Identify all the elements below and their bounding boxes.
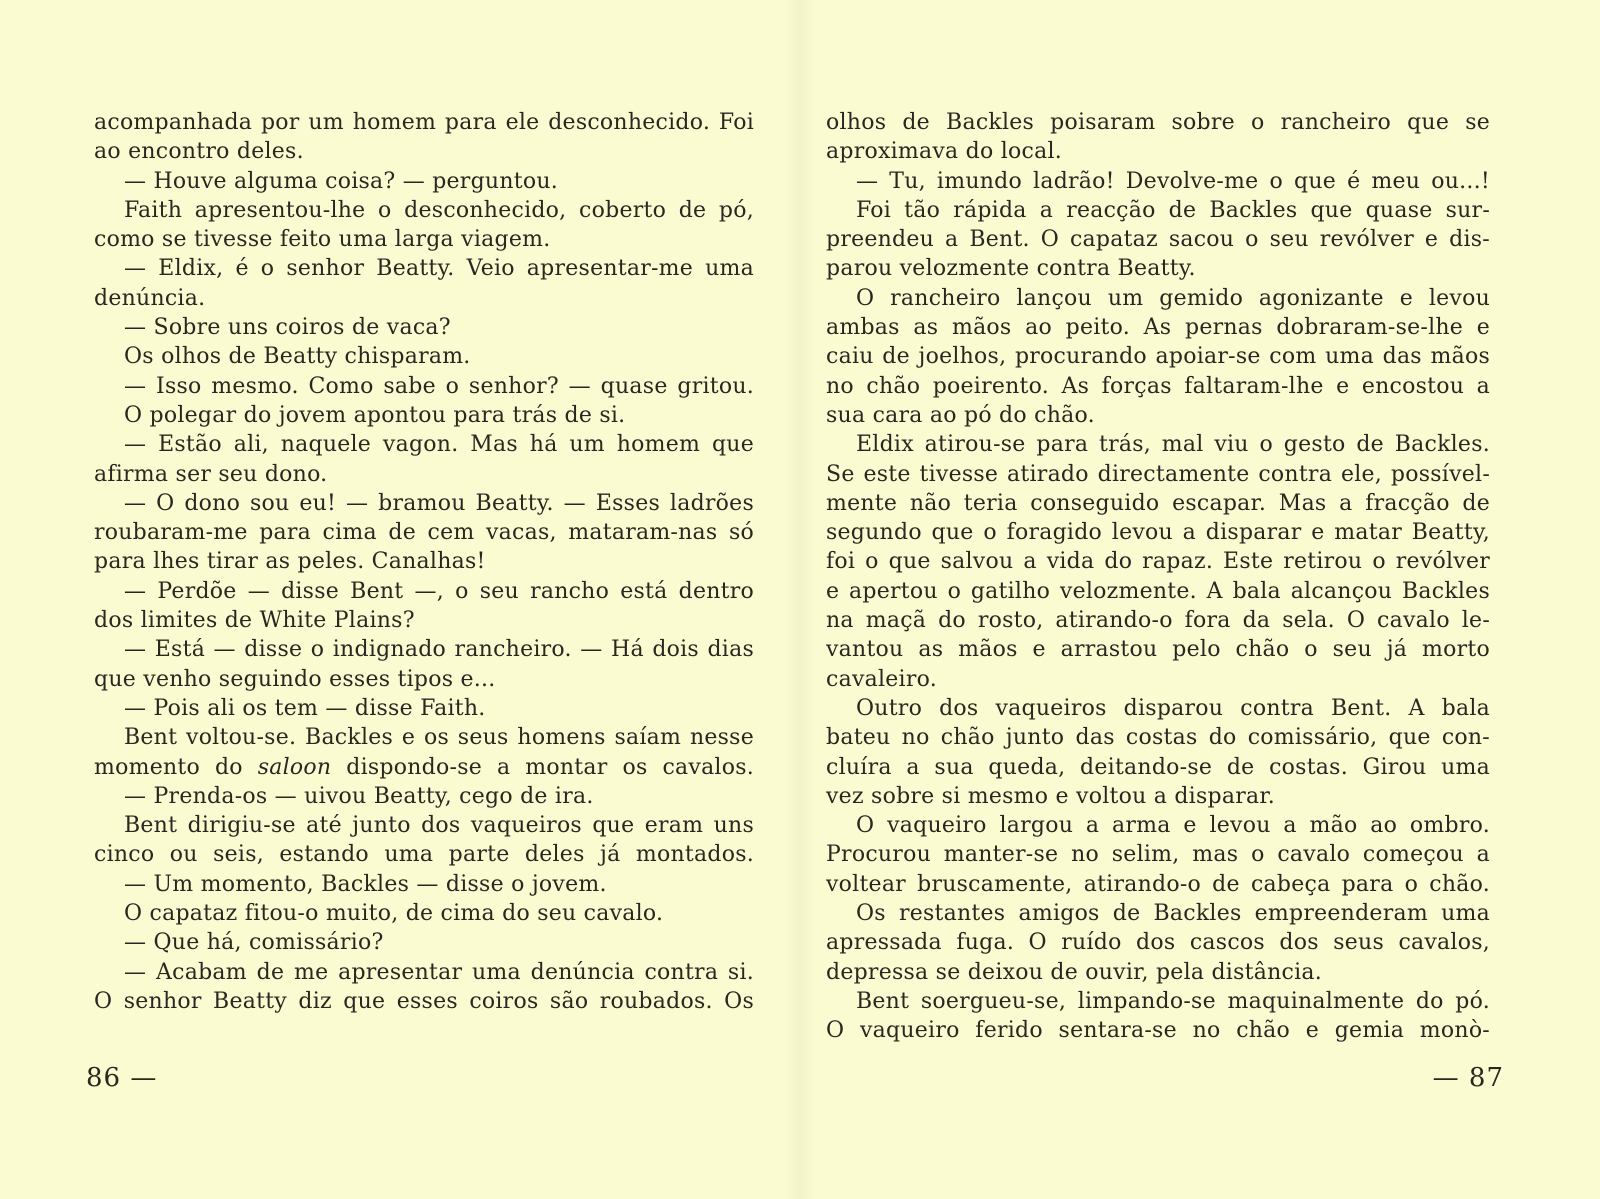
text-line: O rancheiro lançou um gemido agonizante e levou bbox=[856, 285, 1490, 311]
text-line: preendeu a Bent. O capataz sacou o seu revólver e dis- bbox=[826, 227, 1490, 253]
left-page-text bbox=[94, 108, 754, 1016]
text-line: cinco ou seis, estando uma parte deles já montados. bbox=[94, 842, 754, 868]
text-line: Os olhos de Beatty chisparam. bbox=[124, 344, 471, 370]
text-line: — Estão ali, naquele vagon. Mas há um homem que bbox=[124, 432, 754, 458]
text-line: Faith apresentou-lhe o desconhecido, coberto de pó, bbox=[124, 197, 754, 223]
text-line: momento do saloon dispondo-se a montar os cavalos. bbox=[94, 754, 754, 780]
text-line: na maçã do rosto, atirando-o fora da sela. O cavalo le- bbox=[826, 608, 1490, 634]
text-line: — Houve alguma coisa? — perguntou. bbox=[124, 168, 558, 194]
text-line: — Tu, imundo ladrão! Devolve-me o que é meu ou...! bbox=[856, 168, 1490, 194]
text-line: Bent soergueu-se, limpando-se maquinalmente do pó. bbox=[856, 988, 1490, 1014]
text-line: Foi tão rápida a reacção de Backles que quase sur- bbox=[856, 197, 1490, 223]
text-line: mente não teria conseguido escapar. Mas a fracção de bbox=[826, 490, 1490, 516]
text-line: — Está — disse o indignado rancheiro. — Há dois dias bbox=[124, 637, 754, 663]
text-line: parou velozmente contra Beatty. bbox=[826, 256, 1196, 282]
text-line: — Sobre uns coiros de vaca? bbox=[124, 315, 451, 341]
text-line: voltear bruscamente, atirando-o de cabeça para o chão. bbox=[826, 871, 1490, 897]
text-line: — Que há, comissário? bbox=[124, 930, 384, 956]
text-line: — Perdõe — disse Bent —, o seu rancho está dentro bbox=[124, 578, 754, 604]
text-line: como se tivesse feito uma larga viagem. bbox=[94, 227, 551, 253]
text-line: afirma ser seu dono. bbox=[94, 461, 328, 487]
text-line: — Eldix, é o senhor Beatty. Veio apresentar-me uma bbox=[124, 256, 754, 282]
text-line: O senhor Beatty diz que esses coiros são roubados. Os bbox=[94, 988, 754, 1014]
text-line: Se este tivesse atirado directamente contra ele, possível- bbox=[826, 461, 1490, 487]
text-line: Os restantes amigos de Backles empreenderam uma bbox=[856, 901, 1490, 927]
text-line: denúncia. bbox=[94, 285, 206, 311]
text-line: Bent voltou-se. Backles e os seus homens saíam nesse bbox=[124, 725, 754, 751]
right-page-number: — 87 bbox=[1432, 1063, 1504, 1093]
text-line: O vaqueiro ferido sentara-se no chão e gemia monò- bbox=[826, 1018, 1490, 1044]
text-line: cavaleiro. bbox=[826, 666, 937, 692]
text-line: segundo que o foragido levou a disparar e matar Beatty, bbox=[826, 520, 1490, 546]
text-line: ao encontro deles. bbox=[94, 139, 304, 165]
text-line: Eldix atirou-se para trás, mal viu o gesto de Backles. bbox=[856, 432, 1490, 458]
left-page-number: 86 — bbox=[86, 1063, 158, 1093]
text-line: caiu de joelhos, procurando apoiar-se com uma das mãos bbox=[826, 344, 1490, 370]
text-line: — Pois ali os tem — disse Faith. bbox=[124, 695, 486, 721]
text-line: Procurou manter-se no selim, mas o cavalo começou a bbox=[826, 842, 1490, 868]
text-line: no chão poeirento. As forças faltaram-lhe e encostou a bbox=[826, 373, 1490, 399]
text-line: apressada fuga. O ruído dos cascos dos seus cavalos, bbox=[826, 930, 1490, 956]
text-line: para lhes tirar as peles. Canalhas! bbox=[94, 549, 486, 575]
right-page-text bbox=[826, 108, 1490, 1046]
text-line: — Prenda-os — uivou Beatty, cego de ira. bbox=[124, 783, 594, 809]
text-line: O capataz fitou-o muito, de cima do seu cavalo. bbox=[124, 901, 664, 927]
text-line: roubaram-me para cima de cem vacas, mataram-nas só bbox=[94, 520, 754, 546]
text-line: — Acabam de me apresentar uma denúncia contra si. bbox=[124, 959, 754, 985]
text-line: O polegar do jovem apontou para trás de si. bbox=[124, 402, 626, 428]
text-line: vez sobre si mesmo e voltou a disparar. bbox=[826, 783, 1275, 809]
text-line: que venho seguindo esses tipos e... bbox=[94, 666, 496, 692]
text-line: Bent dirigiu-se até junto dos vaqueiros que eram uns bbox=[124, 813, 754, 839]
text-line: bateu no chão junto das costas do comissário, que con- bbox=[826, 725, 1490, 751]
text-line: cluíra a sua queda, deitando-se de costas. Girou uma bbox=[826, 754, 1490, 780]
right-page bbox=[800, 0, 1600, 1199]
text-line: depressa se deixou de ouvir, pela distância. bbox=[826, 959, 1322, 985]
text-line: — Isso mesmo. Como sabe o senhor? — quase gritou. bbox=[124, 373, 754, 399]
text-line: foi o que salvou a vida do rapaz. Este retirou o revólver bbox=[826, 549, 1490, 575]
text-line: Outro dos vaqueiros disparou contra Bent. A bala bbox=[856, 695, 1490, 721]
text-line: O vaqueiro largou a arma e levou a mão ao ombro. bbox=[856, 813, 1490, 839]
text-line: olhos de Backles poisaram sobre o rancheiro que se bbox=[826, 110, 1490, 135]
text-line: aproximava do local. bbox=[826, 139, 1062, 165]
text-line: — O dono sou eu! — bramou Beatty. — Esses ladrões bbox=[124, 490, 754, 516]
text-line: sua cara ao pó do chão. bbox=[826, 402, 1095, 428]
text-line: e apertou o gatilho velozmente. A bala alcançou Backles bbox=[826, 578, 1490, 604]
text-line: — Um momento, Backles — disse o jovem. bbox=[124, 871, 607, 897]
text-line: ambas as mãos ao peito. As pernas dobraram-se-lhe e bbox=[826, 315, 1490, 341]
text-line: vantou as mãos e arrastou pelo chão o seu já morto bbox=[826, 637, 1490, 663]
text-line: acompanhada por um homem para ele desconhecido. Foi bbox=[94, 110, 754, 135]
text-line: dos limites de White Plains? bbox=[94, 608, 415, 634]
